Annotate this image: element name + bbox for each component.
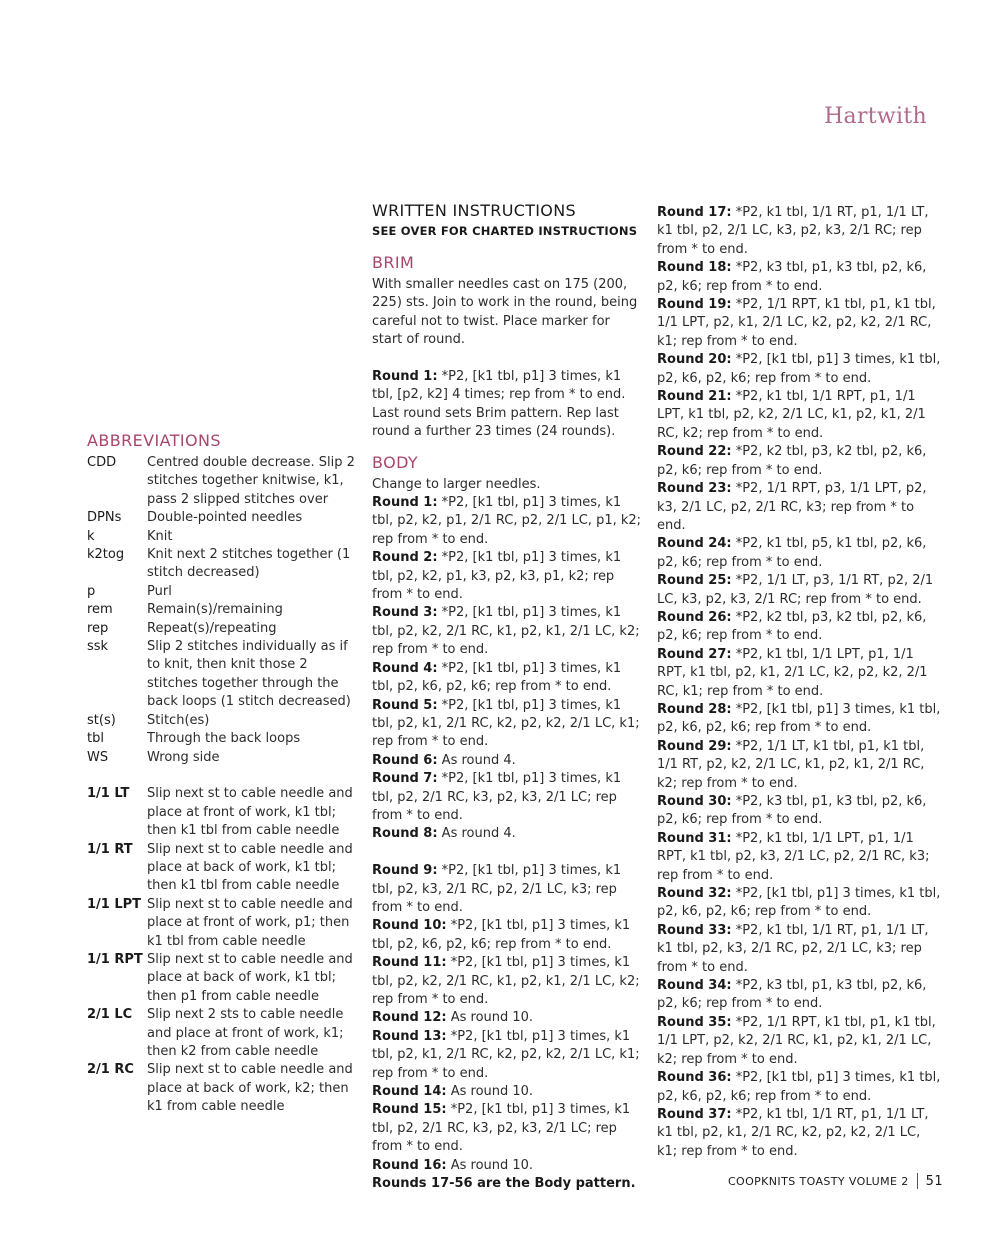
round-text: *P2, k1 tbl, 1/1 RT, p1, 1/1 LT, k1 tbl, p2, k1, 2/1 RC, k2, p2, k2, 2/1 LC, k1; rep from * to end. xyxy=(657,1106,929,1159)
round-instruction xyxy=(657,443,942,480)
round-label: Round 16: xyxy=(372,1157,447,1173)
round-text: As round 4. xyxy=(441,752,516,768)
round-label: Round 22: xyxy=(657,444,732,460)
round-instruction xyxy=(372,1009,644,1027)
pattern-title: Hartwith xyxy=(824,104,927,129)
abbreviation-definition: Knit xyxy=(147,528,173,544)
abbreviation-term: 2/1 LC xyxy=(87,1007,133,1023)
brim-heading: BRIM xyxy=(372,253,415,272)
round-instruction xyxy=(372,862,644,917)
abbreviation-definition: Through the back loops xyxy=(147,731,301,747)
round-instruction xyxy=(657,572,942,609)
round-instruction xyxy=(657,609,942,646)
round-instruction xyxy=(372,770,644,825)
round-text: *P2, k2 tbl, p3, k2 tbl, p2, k6, p2, k6; rep from * to end. xyxy=(657,444,927,478)
abbreviation-row xyxy=(87,583,357,601)
abbreviation-definition: Slip next 2 sts to cable needle and place at front of work, k1; then k2 from cable needle xyxy=(147,1007,344,1059)
round-label: Round 27: xyxy=(657,646,732,662)
abbreviation-definition: Centred double decrease. Slip 2 stitches together knitwise, k1, pass 2 slipped stitches over xyxy=(147,455,355,507)
round-text: As round 10. xyxy=(450,1010,534,1026)
abbreviation-definition: Purl xyxy=(147,583,172,599)
round-instruction xyxy=(657,1069,942,1106)
round-text: *P2, [k1 tbl, p1] 3 times, k1 tbl, p2, k6, p2, k6; rep from * to end. xyxy=(657,886,941,920)
round-instruction xyxy=(372,549,644,604)
written-instructions-column xyxy=(372,200,644,1193)
round-instruction xyxy=(372,1083,644,1101)
round-instruction xyxy=(657,830,942,885)
abbreviation-row xyxy=(87,546,357,583)
round-text: *P2, [k1 tbl, p1] 3 times, k1 tbl, p2, k3, 2/1 RC, p2, 2/1 LC, k3; rep from * to end. xyxy=(372,863,622,915)
round-label: Round 4: xyxy=(372,660,438,676)
round-label: Round 8: xyxy=(372,826,438,842)
round-label: Round 36: xyxy=(657,1070,732,1086)
body-heading: BODY xyxy=(372,452,419,472)
round-text: *P2, 1/1 LT, p3, 1/1 RT, p2, 2/1 LC, k3, p2, k3, 2/1 RC; rep from * to end. xyxy=(657,573,934,607)
round-instruction xyxy=(657,259,942,296)
brim-intro: With smaller needles cast on 175 (200, 225) sts. Join to work in the round, being careful not to twist. Place marker for start of round. xyxy=(372,277,638,348)
round-text: *P2, k1 tbl, 1/1 RPT, p1, 1/1 LPT, k1 tbl, p2, k2, 2/1 LC, k1, p2, k1, 2/1 RC, k2; rep from * to end. xyxy=(657,389,926,441)
abbreviation-row xyxy=(87,1061,357,1116)
abbreviation-term: rep xyxy=(87,620,109,636)
round-text: *P2, k3 tbl, p1, k3 tbl, p2, k6, p2, k6; rep from * to end. xyxy=(657,794,927,828)
round-instruction xyxy=(657,922,942,977)
round-label: Round 1: xyxy=(372,495,438,511)
round-text: As round 10. xyxy=(450,1157,534,1173)
round-text: *P2, k3 tbl, p1, k3 tbl, p2, k6, p2, k6; rep from * to end. xyxy=(657,978,927,1012)
round-instruction xyxy=(372,604,644,659)
round-instruction xyxy=(657,204,942,259)
round-label: Round 3: xyxy=(372,605,438,621)
round-instruction xyxy=(657,351,942,388)
brim-note: Last round sets Brim pattern. Rep last round a further 23 times (24 rounds). xyxy=(372,405,619,440)
round-instruction xyxy=(657,646,942,701)
round-label: Round 37: xyxy=(657,1106,732,1122)
round-text: *P2, [k1 tbl, p1] 3 times, k1 tbl, p2, k6, p2, k6; rep from * to end. xyxy=(657,352,941,386)
round-text: *P2, k1 tbl, 1/1 RT, p1, 1/1 LT, k1 tbl, p2, 2/1 LC, k3, p2, k3, 2/1 RC; rep from * to end. xyxy=(657,205,929,257)
round-text: *P2, [k1 tbl, p1] 3 times, k1 tbl, [p2, k2] 4 times; rep from * to end. xyxy=(372,369,626,403)
round-text: *P2, 1/1 RPT, p3, 1/1 LPT, p2, k3, 2/1 LC, p2, 2/1 RC, k3; rep from * to end. xyxy=(657,481,927,533)
abbreviation-definition: Slip next st to cable needle and place at back of work, k1 tbl; then p1 from cable needle xyxy=(147,951,353,1004)
round-label: Round 7: xyxy=(372,771,438,787)
round-text: *P2, [k1 tbl, p1] 3 times, k1 tbl, p2, k2, p1, 2/1 RC, p2, 2/1 LC, p1, k2; rep from * to end. xyxy=(372,495,642,547)
abbreviation-term: st(s) xyxy=(87,712,116,728)
round-label: Round 17: xyxy=(657,205,732,220)
round-instruction xyxy=(372,1101,644,1156)
body-pattern-column xyxy=(657,204,942,1161)
round-instruction xyxy=(657,1106,942,1161)
abbreviation-term: tbl xyxy=(87,731,104,747)
abbreviation-term: 1/1 RT xyxy=(87,841,133,857)
round-label: Round 35: xyxy=(657,1014,732,1030)
page-number: 51 xyxy=(925,1173,943,1189)
abbreviation-term: p xyxy=(87,583,96,599)
round-label: Round 20: xyxy=(657,352,732,368)
round-text: *P2, [k1 tbl, p1] 3 times, k1 tbl, p2, k1, 2/1 RC, k2, p2, k2, 2/1 LC, k1; rep from * to end. xyxy=(372,697,640,750)
round-text: *P2, 1/1 RPT, k1 tbl, p1, k1 tbl, 1/1 LPT, p2, k2, 2/1 RC, k1, p2, k1, 2/1 LC, k2; rep from * to end. xyxy=(657,1014,936,1067)
brim-round-1 xyxy=(372,368,644,405)
round-label: Round 2: xyxy=(372,550,438,566)
round-text: *P2, [k1 tbl, p1] 3 times, k1 tbl, p2, 2/1 RC, k3, p2, k3, 2/1 LC; rep from * to end. xyxy=(372,1102,631,1155)
round-label: Round 34: xyxy=(657,978,732,994)
abbreviation-term: rem xyxy=(87,602,113,618)
abbreviation-definition: Knit next 2 stitches together (1 stitch decreased) xyxy=(147,547,351,581)
abbreviation-term: 2/1 RC xyxy=(87,1062,134,1078)
round-label: Round 31: xyxy=(657,830,732,846)
round-label: Round 32: xyxy=(657,886,732,902)
written-instructions-heading: WRITTEN INSTRUCTIONS xyxy=(372,201,576,220)
abbreviation-definition: Double-pointed needles xyxy=(147,510,303,526)
abbreviation-row xyxy=(87,896,357,951)
abbreviation-definition: Slip next st to cable needle and place at back of work, k2; then k1 from cable needle xyxy=(147,1062,353,1115)
abbreviations-section xyxy=(87,430,357,1117)
abbreviation-row xyxy=(87,528,357,546)
abbreviation-definition: Repeat(s)/repeating xyxy=(147,620,277,636)
abbreviation-row xyxy=(87,841,357,896)
abbreviation-row xyxy=(87,620,357,638)
abbreviation-term: ssk xyxy=(87,639,109,655)
round-label: Round 15: xyxy=(372,1102,447,1118)
abbreviations-list xyxy=(87,454,357,767)
round-instruction xyxy=(372,1028,644,1083)
round-instruction xyxy=(657,793,942,830)
round-label: Round 11: xyxy=(372,955,447,971)
round-text: *P2, 1/1 RPT, k1 tbl, p1, k1 tbl, 1/1 LPT, p2, k1, 2/1 LC, k2, p2, k2, 2/1 RC, k1; rep from * to end. xyxy=(657,297,936,349)
round-label: Round 28: xyxy=(657,701,732,717)
round-text: *P2, [k1 tbl, p1] 3 times, k1 tbl, p2, k2, 2/1 RC, k1, p2, k1, 2/1 LC, k2; rep from * to end. xyxy=(372,955,640,1007)
round-instruction xyxy=(372,752,644,770)
abbreviation-row xyxy=(87,454,357,509)
round-instruction xyxy=(657,296,942,351)
abbreviation-term: 1/1 RPT xyxy=(87,951,143,967)
round-instruction xyxy=(657,738,942,793)
abbreviation-definition: Slip next st to cable needle and place at back of work, k1 tbl; then k1 tbl from cable needle xyxy=(147,841,353,894)
footer-divider xyxy=(917,1173,918,1189)
round-label: Round 29: xyxy=(657,738,732,754)
abbreviation-term: DPNs xyxy=(87,510,122,526)
round-label: Round 14: xyxy=(372,1084,447,1100)
abbreviation-row xyxy=(87,785,357,840)
round-text: *P2, [k1 tbl, p1] 3 times, k1 tbl, p2, k6, p2, k6; rep from * to end. xyxy=(372,660,622,695)
round-instruction xyxy=(372,697,644,752)
abbreviation-term: 1/1 LT xyxy=(87,786,130,802)
round-text: As round 10. xyxy=(450,1084,534,1100)
round-label: Round 9: xyxy=(372,863,438,879)
cable-abbreviations-list xyxy=(87,785,357,1116)
abbreviation-row xyxy=(87,1006,357,1061)
round-text: *P2, k2 tbl, p3, k2 tbl, p2, k6, p2, k6; rep from * to end. xyxy=(657,609,927,644)
abbreviation-definition: Slip next st to cable needle and place at front of work, k1 tbl; then k1 tbl from cable needle xyxy=(147,786,353,839)
abbreviation-term: WS xyxy=(87,749,109,765)
round-instruction xyxy=(372,917,644,954)
abbreviation-definition: Wrong side xyxy=(147,749,220,765)
round-label: Round 25: xyxy=(657,573,732,589)
round-text: *P2, 1/1 LT, k1 tbl, p1, k1 tbl, 1/1 RT, p2, k2, 2/1 LC, k1, p2, k1, 2/1 RC, k2; rep from * to end. xyxy=(657,738,925,791)
abbreviation-definition: Slip next st to cable needle and place at front of work, p1; then k1 tbl from cable needle xyxy=(147,896,353,949)
abbreviation-term: k xyxy=(87,528,95,544)
round-instruction xyxy=(657,388,942,443)
abbreviation-row xyxy=(87,951,357,1006)
round-label: Round 1: xyxy=(372,369,438,385)
abbreviation-term: k2tog xyxy=(87,547,125,563)
abbreviation-row xyxy=(87,749,357,767)
body-rounds-list xyxy=(657,204,942,1161)
round-label: Round 10: xyxy=(372,918,447,934)
round-label: Round 21: xyxy=(657,389,732,405)
publication-name: COOPKNITS TOASTY VOLUME 2 xyxy=(727,1174,909,1188)
round-instruction xyxy=(372,1157,644,1175)
round-text: *P2, k1 tbl, p5, k1 tbl, p2, k6, p2, k6; rep from * to end. xyxy=(657,536,927,570)
round-instruction xyxy=(657,480,942,535)
round-instruction xyxy=(657,535,942,572)
round-text: *P2, [k1 tbl, p1] 3 times, k1 tbl, p2, k6, p2, k6; rep from * to end. xyxy=(657,701,941,736)
round-label: Round 26: xyxy=(657,609,732,625)
abbreviation-definition: Slip 2 stitches individually as if to knit, then knit those 2 stitches together through the back loops (1 stitch decreased) xyxy=(147,639,351,710)
round-label: Round 33: xyxy=(657,922,732,938)
round-text: As round 4. xyxy=(441,826,516,842)
body-summary: Rounds 17-56 are the Body pattern. xyxy=(372,1176,636,1192)
round-label: Round 19: xyxy=(657,297,732,313)
round-label: Round 5: xyxy=(372,697,438,713)
round-text: *P2, k1 tbl, 1/1 LPT, p1, 1/1 RPT, k1 tbl, p2, k1, 2/1 LC, k2, p2, k2, 2/1 RC, k1; rep from * to end. xyxy=(657,646,928,699)
round-label: Round 6: xyxy=(372,752,438,768)
abbreviation-term: 1/1 LPT xyxy=(87,896,142,912)
round-instruction xyxy=(657,1014,942,1069)
abbreviation-row xyxy=(87,712,357,730)
charted-note: SEE OVER FOR CHARTED INSTRUCTIONS xyxy=(372,224,638,238)
round-instruction xyxy=(372,825,644,843)
round-instruction xyxy=(657,885,942,922)
round-label: Round 30: xyxy=(657,794,732,809)
round-instruction xyxy=(372,494,644,549)
body-rounds-list xyxy=(372,862,644,1175)
round-text: *P2, k3 tbl, p1, k3 tbl, p2, k6, p2, k6; rep from * to end. xyxy=(657,260,927,294)
round-label: Round 18: xyxy=(657,260,732,276)
round-text: *P2, k1 tbl, 1/1 LPT, p1, 1/1 RPT, k1 tbl, p2, k3, 2/1 LC, p2, 2/1 RC, k3; rep from * to end. xyxy=(657,830,930,883)
body-rounds-list xyxy=(372,494,644,844)
abbreviation-row xyxy=(87,638,357,712)
round-instruction xyxy=(372,660,644,697)
round-instruction xyxy=(657,701,942,738)
abbreviation-row xyxy=(87,509,357,527)
page-footer xyxy=(728,1173,943,1189)
round-text: *P2, [k1 tbl, p1] 3 times, k1 tbl, p2, k2, 2/1 RC, k1, p2, k1, 2/1 LC, k2; rep from * to end. xyxy=(372,605,640,658)
abbreviation-definition: Remain(s)/remaining xyxy=(147,602,283,618)
round-instruction xyxy=(657,977,942,1014)
abbreviation-term: CDD xyxy=(87,455,117,470)
round-text: *P2, [k1 tbl, p1] 3 times, k1 tbl, p2, k6, p2, k6; rep from * to end. xyxy=(657,1070,941,1104)
abbreviation-definition: Stitch(es) xyxy=(147,712,210,728)
round-text: *P2, [k1 tbl, p1] 3 times, k1 tbl, p2, k2, p1, k3, p2, k3, p1, k2; rep from * to end. xyxy=(372,550,622,603)
abbreviation-row xyxy=(87,601,357,619)
round-text: *P2, [k1 tbl, p1] 3 times, k1 tbl, p2, k1, 2/1 RC, k2, p2, k2, 2/1 LC, k1; rep from * to end. xyxy=(372,1028,640,1081)
round-label: Round 23: xyxy=(657,481,732,497)
round-label: Round 12: xyxy=(372,1010,447,1026)
round-label: Round 13: xyxy=(372,1028,447,1044)
body-intro: Change to larger needles. xyxy=(372,476,541,492)
round-text: *P2, [k1 tbl, p1] 3 times, k1 tbl, p2, k6, p2, k6; rep from * to end. xyxy=(372,918,631,952)
round-instruction xyxy=(372,954,644,1009)
round-text: *P2, [k1 tbl, p1] 3 times, k1 tbl, p2, 2/1 RC, k3, p2, k3, 2/1 LC; rep from * to end. xyxy=(372,771,622,823)
abbreviations-heading: ABBREVIATIONS xyxy=(87,431,221,450)
round-text: *P2, k1 tbl, 1/1 RT, p1, 1/1 LT, k1 tbl, p2, k3, 2/1 RC, p2, 2/1 LC, k3; rep from * to end. xyxy=(657,922,929,975)
round-label: Round 24: xyxy=(657,536,732,552)
abbreviation-row xyxy=(87,730,357,748)
